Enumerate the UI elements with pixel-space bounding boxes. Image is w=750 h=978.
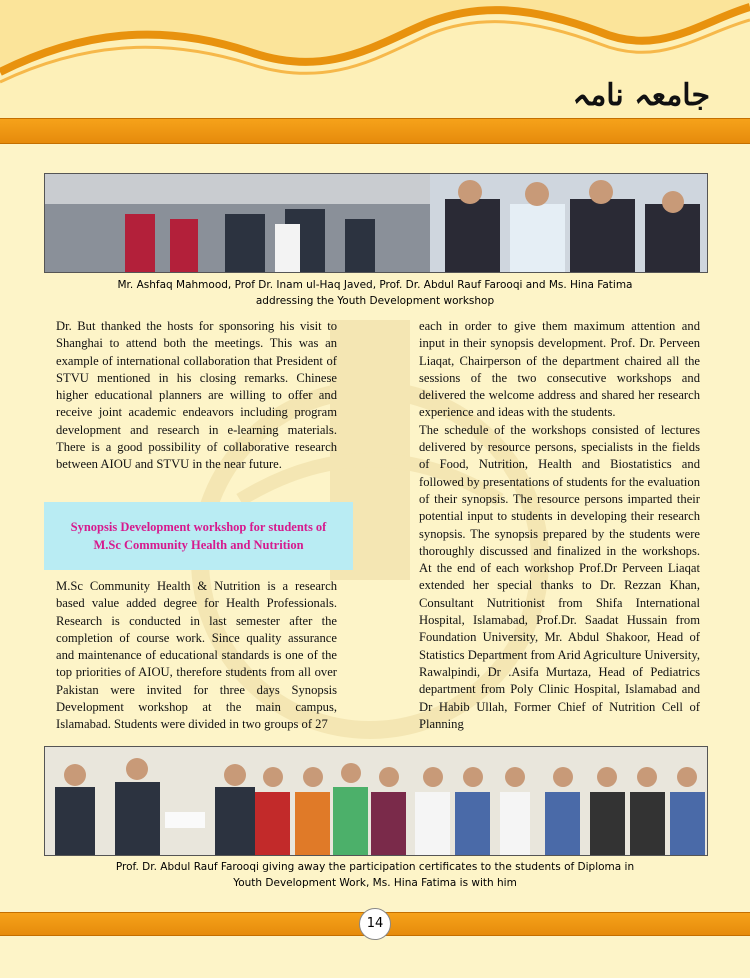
top-photo-caption [60, 277, 690, 309]
bottom-photo-caption [60, 859, 690, 891]
caption-line: Prof. Dr. Abdul Rauf Farooqi giving away the participation certificates to the students of Diploma in [115, 861, 635, 873]
section-heading [71, 518, 327, 554]
heading-line: M.Sc Community Health and Nutrition [93, 538, 304, 552]
masthead-logo: جامعہ نامہ [572, 78, 710, 113]
page-number: 14 [359, 908, 391, 940]
paragraph: Dr. But thanked the hosts for sponsoring his visit to Shanghai to attend both the meetings. This was an example of international collaboration that President of STVU mentioned in his closing remarks. Chinese higher educational planners are willing to offer and receive joint academic endeavors including program development and research in e-learning materials. There is a good possibility of collaborative research between AIOU and STVU in the near future. [56, 319, 337, 472]
certificate-photo-bottom [44, 746, 708, 856]
left-column-lower [56, 578, 337, 734]
workshop-photo-top [44, 173, 708, 273]
caption-line: addressing the Youth Development workshop [255, 295, 495, 307]
paragraph: The schedule of the workshops consisted of lectures delivered by resource persons, specialists in the fields of Food, Nutrition, Health and Biostatistics and followed by presentations of students for the evaluation of their synopsis. The resource persons imparted their potential input to students in developing their research synopsis. The synopsis prepared by the students were thoroughly discussed and finalized in the workshops. At the end of each workshop Prof.Dr Perveen Liaqat extended her special thanks to Dr. Rezzan Khan, Consultant Nutritionist from Shifa International Hospital, Islamabad, Prof.Dr. Saadat Hussain from Foundation University, Mr. Abdul Shakoor, Head of Statistics Department from Arid Agriculture University, Rawalpindi, Dr .Asifa Murtaza, Head of Pediatrics department from Poly Clinic Hospital, Islamabad and Dr Habib Ullah, Former Chief of Nutrition Cell of Planning [419, 422, 700, 731]
caption-line: Mr. Ashfaq Mahmood, Prof Dr. Inam ul-Haq Javed, Prof. Dr. Abdul Rauf Farooqi and Ms. Hina Fatima [117, 279, 633, 291]
header-band [0, 118, 750, 144]
paragraph: each in order to give them maximum attention and input in their synopsis development. Prof. Dr. Perveen Liaqat, Chairperson of the department chaired all the sessions of the two consecutive workshops and delivered the welcome address and shared her research experience and ideas with the students. [419, 319, 700, 420]
paragraph: M.Sc Community Health & Nutrition is a research based value added degree for Health Professionals. Research is conducted in last semester after the completion of course work. Since quality assurance and maintenance of educational standards is one of the top priorities of AIOU, therefore students from all over Pakistan were invited for three days Synopsis Development workshop at the main campus, Islamabad. Students were divided in two groups of 27 [56, 579, 337, 732]
heading-line: Synopsis Development workshop for students of [70, 520, 327, 534]
left-column [56, 318, 337, 474]
section-heading-box [44, 502, 353, 570]
caption-line: Youth Development Work, Ms. Hina Fatima is with him [233, 877, 517, 889]
right-column [419, 318, 700, 733]
